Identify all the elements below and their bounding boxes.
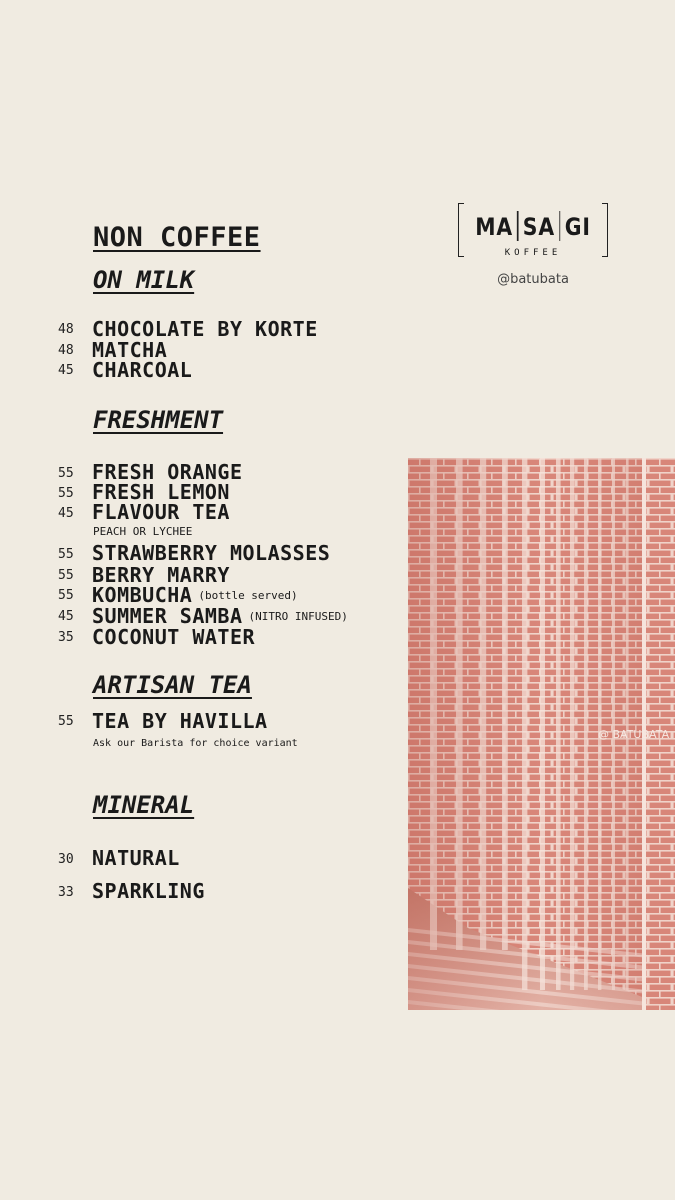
- logo-part-1: MA: [475, 213, 514, 241]
- menu-item-name: FLAVOUR TEA: [92, 500, 230, 524]
- menu-item-note: (NITRO INFUSED): [248, 610, 348, 623]
- menu-item-name: CHARCOAL: [92, 358, 193, 382]
- item-price: 55: [58, 466, 74, 481]
- logo-part-3: GI: [564, 213, 591, 241]
- menu-item-name: COCONUT WATER: [92, 625, 256, 649]
- logo-wordmark: [469, 211, 597, 241]
- item-price: 33: [58, 885, 74, 900]
- menu-item-note: (bottle served): [198, 589, 298, 602]
- brick-wall-photo: [408, 458, 675, 1010]
- item-price: 55: [58, 588, 74, 603]
- menu-item-name: STRAWBERRY MOLASSES: [92, 541, 331, 565]
- brand-logo: [458, 203, 608, 258]
- item-price: 55: [58, 486, 74, 501]
- item-price: 55: [58, 568, 74, 583]
- item-price: 55: [58, 547, 74, 562]
- menu-item-name: MATCHA: [92, 338, 168, 362]
- item-price: 45: [58, 609, 74, 624]
- menu-item-name: NATURAL: [92, 846, 180, 870]
- item-price: 45: [58, 506, 74, 521]
- menu-item-label: KOMBUCHA: [92, 583, 193, 607]
- menu-item-name: TEA BY HAVILLA: [92, 709, 268, 733]
- item-price: 48: [58, 322, 74, 337]
- item-price: 30: [58, 852, 74, 867]
- section-heading-artisan-tea: ARTISAN TEA: [93, 671, 252, 699]
- menu-item-label: SUMMER SAMBA: [92, 604, 243, 628]
- item-price: 48: [58, 343, 74, 358]
- menu-item-name: FRESH ORANGE: [92, 460, 243, 484]
- menu-item-subtext: PEACH OR LYCHEE: [93, 525, 193, 538]
- item-price: 45: [58, 363, 74, 378]
- section-heading-freshment: FRESHMENT: [93, 406, 224, 434]
- menu-item-name: CHOCOLATE BY KORTE: [92, 317, 318, 341]
- item-price: 55: [58, 714, 74, 729]
- social-handle: @batubata: [497, 272, 569, 287]
- menu-item-name: SPARKLING: [92, 879, 205, 903]
- menu-item-name: BERRY MARRY: [92, 563, 230, 587]
- menu-item-subtext: Ask our Barista for choice variant: [93, 738, 298, 749]
- section-heading-mineral: MINERAL: [93, 791, 195, 819]
- item-price: 35: [58, 630, 74, 645]
- logo-part-2: SA: [522, 213, 555, 241]
- page-title: NON COFFEE: [93, 222, 261, 253]
- logo-subtitle: KOFFEE: [504, 248, 562, 258]
- brick-wall-image: [408, 458, 675, 1010]
- menu-item-name: FRESH LEMON: [92, 480, 230, 504]
- photo-watermark: @ BATUBATA: [598, 728, 670, 741]
- section-heading-on-milk: ON MILK: [93, 266, 195, 294]
